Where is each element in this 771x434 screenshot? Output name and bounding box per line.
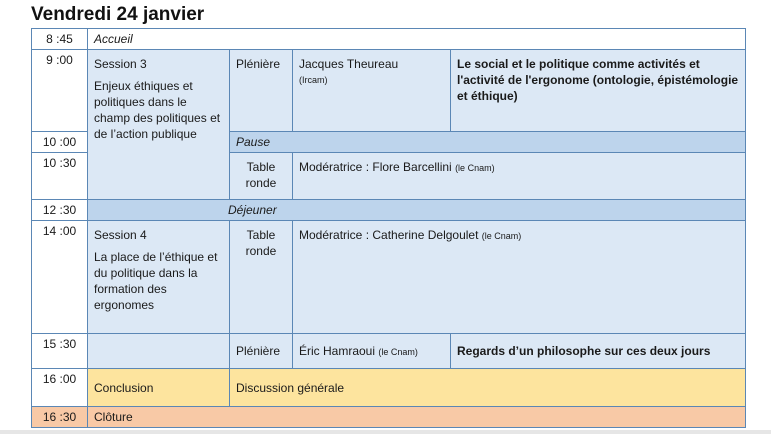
session-cell <box>88 50 230 200</box>
time-cell: 16 :00 <box>32 369 88 407</box>
day-title: Vendredi 24 janvier <box>31 4 205 25</box>
page-bottom-divider <box>0 430 771 434</box>
schedule-row-session4 <box>32 221 746 334</box>
format-cell: Plénière <box>230 334 293 369</box>
time-cell: 12 :30 <box>32 200 88 221</box>
break-label: Pause <box>230 132 746 153</box>
format-cell: Table ronde <box>230 221 293 334</box>
talk-title: Regards d’un philosophe sur ces deux jours <box>451 334 746 369</box>
schedule-row-dejeuner <box>32 200 746 221</box>
empty-session-cell <box>88 334 230 369</box>
speaker-affiliation: (le Cnam) <box>378 346 418 357</box>
cloture-label: Clôture <box>88 407 746 428</box>
format-cell: Table ronde <box>230 153 293 200</box>
conclusion-description: Discussion générale <box>230 369 746 407</box>
moderator-affiliation: (le Cnam) <box>481 231 522 241</box>
speaker-name: Éric Hamraoui <box>299 343 376 358</box>
time-cell: 10 :30 <box>32 153 88 200</box>
schedule-table <box>31 28 746 428</box>
time-cell: 15 :30 <box>32 334 88 369</box>
session-description: La place de l’éthique et du politique dans la formation des ergonomes <box>94 250 218 312</box>
talk-title: Le social et le politique comme activités et l'activité de l'ergonome (ontologie, épistémologie et éthique) <box>451 50 746 132</box>
session-description: Enjeux éthiques et politiques dans le champ des politiques et de l’action publique <box>94 79 221 141</box>
speaker-cell <box>293 334 451 369</box>
moderator-cell <box>293 153 746 200</box>
session-cell <box>88 221 230 334</box>
moderator-affiliation: (le Cnam) <box>455 163 495 173</box>
time-cell: 16 :30 <box>32 407 88 428</box>
time-cell: 14 :00 <box>32 221 88 334</box>
conclusion-label: Conclusion <box>88 369 230 407</box>
time-cell: 8 :45 <box>32 29 88 50</box>
speaker-affiliation: (Ircam) <box>299 75 328 85</box>
format-cell: Plénière <box>230 50 293 132</box>
session-title: Session 4 <box>94 228 147 242</box>
speaker-cell <box>293 50 451 132</box>
schedule-row-cloture <box>32 407 746 428</box>
schedule-row-conclusion <box>32 369 746 407</box>
moderator-cell <box>293 221 746 334</box>
schedule-row-pleniere-2 <box>32 334 746 369</box>
speaker-name: Jacques Theureau <box>299 57 399 71</box>
break-label: Accueil <box>88 29 746 50</box>
schedule-row-accueil <box>32 29 746 50</box>
time-cell: 9 :00 <box>32 50 88 132</box>
moderator-name: Modératrice : Flore Barcellini <box>299 160 452 174</box>
session-title: Session 3 <box>94 57 147 71</box>
break-label: Déjeuner <box>88 200 746 221</box>
moderator-name: Modératrice : Catherine Delgoulet <box>299 228 479 242</box>
time-cell: 10 :00 <box>32 132 88 153</box>
schedule-row-session3 <box>32 50 746 132</box>
